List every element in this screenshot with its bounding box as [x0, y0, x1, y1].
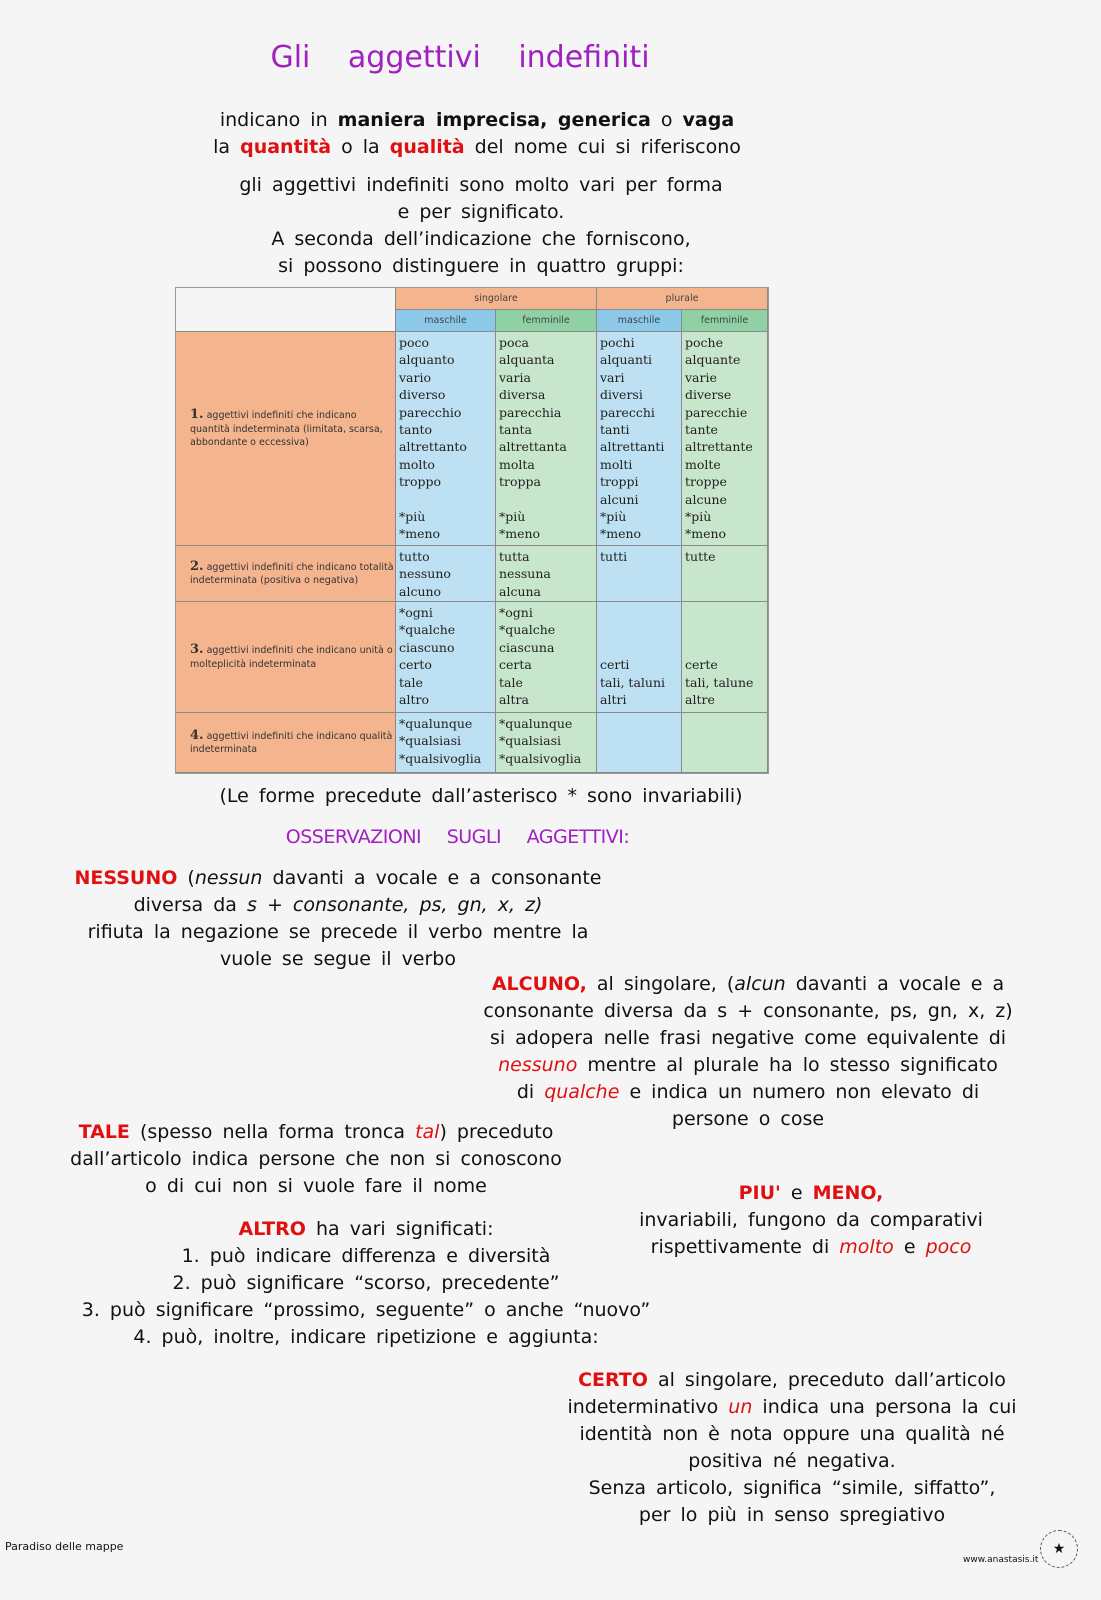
row-label-text	[190, 408, 395, 450]
group-number: 3.	[190, 642, 204, 657]
text-segment: per lo più in senso spregiativo	[638, 1504, 946, 1526]
text-segment: maniera imprecisa, generica	[337, 109, 651, 131]
text-segment: indeterminativo	[567, 1396, 729, 1418]
text-line	[16, 1173, 616, 1200]
forms-sm: tutto nessuno alcuno	[396, 546, 496, 602]
row-label-text	[190, 643, 395, 671]
text-segment: Senza articolo, significa “simile, siffatto”,	[588, 1477, 996, 1499]
highlighted-word: ALTRO	[238, 1218, 306, 1240]
text-segment: (spesso nella forma tronca	[129, 1121, 416, 1143]
page-title: Gli aggettivi indefiniti	[270, 40, 650, 75]
text-segment: si adopera nelle frasi negative come equivalente di	[489, 1027, 1007, 1049]
group-description: aggettivi indefiniti che indicano unità o molteplicità indeterminata	[190, 645, 393, 670]
highlighted-word: ALCUNO,	[491, 973, 587, 995]
highlighted-word: quantità	[240, 136, 332, 158]
row-label-4	[176, 713, 396, 773]
text-segment: (Le forme precedute dall’asterisco * sono invariabili)	[219, 785, 743, 807]
text-segment: davanti a vocale e a	[785, 973, 1005, 995]
text-segment: al singolare, (	[586, 973, 735, 995]
text-line	[492, 1448, 1092, 1475]
forms-sm: poco alquanto vario diverso parecchio tanto altrettanto molto troppo *più *meno	[396, 332, 496, 546]
text-line	[16, 1297, 716, 1324]
text-line	[131, 199, 831, 226]
text-segment: rispettivamente di	[650, 1236, 840, 1258]
text-segment: davanti a vocale e a consonante	[262, 867, 602, 889]
text-segment: 2. può significare “scorso, precedente”	[172, 1272, 560, 1294]
adjectives-table	[175, 287, 769, 774]
text-line	[18, 865, 658, 892]
text-line	[131, 783, 831, 810]
text-line	[18, 892, 658, 919]
certo-note	[492, 1367, 1092, 1529]
text-line	[127, 107, 827, 134]
text-segment: o di cui non si vuole fare il nome	[145, 1175, 487, 1197]
text-segment: persone o cose	[671, 1108, 825, 1130]
forms-sf: *ogni *qualche ciascuna certa tale altra	[496, 602, 597, 713]
text-segment: la	[213, 136, 241, 158]
header-sing-femminile: femminile	[496, 310, 597, 332]
text-line	[131, 226, 831, 253]
text-segment: mentre al plurale ha lo stesso significato	[577, 1054, 998, 1076]
text-segment: o	[650, 109, 683, 131]
forms-sf: *qualunque *qualsiasi *qualsivoglia	[496, 713, 597, 773]
text-segment: invariabili, fungono da comparativi	[639, 1209, 983, 1231]
forms-pf	[682, 713, 768, 773]
text-line	[492, 1502, 1092, 1529]
header-singolare: singolare	[396, 288, 597, 310]
text-segment: identità non è nota oppure una qualità né	[579, 1423, 1005, 1445]
row-label-text	[190, 729, 395, 757]
text-segment: e per significato.	[397, 201, 565, 223]
group-number: 4.	[190, 727, 204, 743]
text-line	[18, 946, 658, 973]
nessuno-note	[18, 865, 658, 973]
text-line	[16, 1119, 616, 1146]
text-segment: e	[893, 1236, 926, 1258]
intro-groups-text	[131, 172, 831, 280]
asterisk-note	[131, 783, 831, 810]
text-segment: 1. può indicare differenza e diversità	[181, 1245, 551, 1267]
text-segment: (	[177, 867, 195, 889]
text-segment: dall’articolo indica persone che non si conoscono	[70, 1148, 562, 1170]
text-line	[131, 172, 831, 199]
intro-text	[127, 107, 827, 161]
forms-pm: tutti	[597, 546, 682, 602]
text-segment: indicano in	[219, 109, 338, 131]
highlighted-word: poco	[925, 1236, 972, 1258]
text-segment: e indica un numero non elevato di	[619, 1081, 980, 1103]
highlighted-word: CERTO	[578, 1369, 648, 1391]
forms-sf: tutta nessuna alcuna	[496, 546, 597, 602]
text-line	[16, 1243, 716, 1270]
text-line	[16, 1324, 716, 1351]
header-sing-maschile: maschile	[396, 310, 496, 332]
text-segment: consonante diversa da s + consonante, ps, gn, x, z)	[483, 1000, 1013, 1022]
row-label-3	[176, 602, 396, 713]
highlighted-word: molto	[839, 1236, 894, 1258]
footer-brand: Paradiso delle mappe	[5, 1540, 124, 1553]
group-description: aggettivi indefiniti che indicano quantità indeterminata (limitata, scarsa, abbondante o eccessiva)	[190, 410, 383, 448]
forms-sm: *qualunque *qualsiasi *qualsivoglia	[396, 713, 496, 773]
group-description: aggettivi indefiniti che indicano qualità indeterminata	[190, 730, 393, 755]
header-pl-femminile: femminile	[682, 310, 768, 332]
text-segment: diversa da	[133, 894, 247, 916]
supermappe-logo: ★	[1040, 1530, 1078, 1568]
text-line	[438, 998, 1058, 1025]
alcuno-note	[438, 971, 1058, 1133]
text-segment: si possono distinguere in quattro gruppi:	[278, 255, 684, 277]
text-line	[492, 1475, 1092, 1502]
text-line	[16, 1216, 716, 1243]
group-number: 2.	[190, 558, 204, 574]
text-segment: positiva né negativa.	[688, 1450, 896, 1472]
text-line	[492, 1367, 1092, 1394]
forms-sf: poca alquanta varia diversa parecchia tanta altrettanta molta troppa *più *meno	[496, 332, 597, 546]
group-description: aggettivi indefiniti che indicano totalità indeterminata (positiva o negativa)	[190, 561, 394, 586]
forms-pf: poche alquante varie diverse parecchie tante altrettante molte troppe alcune *più *meno	[682, 332, 768, 546]
text-segment: 4. può, inoltre, indicare ripetizione e aggiunta:	[133, 1326, 599, 1348]
text-line	[127, 134, 827, 161]
row-label-1	[176, 332, 396, 546]
header-pl-maschile: maschile	[597, 310, 682, 332]
highlighted-word: MENO,	[812, 1182, 884, 1204]
text-segment: nessun	[194, 867, 263, 889]
forms-pf: certe tali, talune altre	[682, 602, 768, 713]
text-line	[438, 1079, 1058, 1106]
text-line	[438, 1025, 1058, 1052]
table-corner	[176, 288, 396, 332]
row-label-text	[190, 560, 395, 588]
text-line	[438, 1052, 1058, 1079]
text-line	[131, 253, 831, 280]
highlighted-word: NESSUNO	[74, 867, 178, 889]
forms-sm: *ogni *qualche ciascuno certo tale altro	[396, 602, 496, 713]
text-segment: vaga	[682, 109, 735, 131]
highlighted-word: qualche	[544, 1081, 620, 1103]
highlighted-word: PIU'	[738, 1182, 781, 1204]
highlighted-word: qualità	[389, 136, 465, 158]
text-segment: ) preceduto	[439, 1121, 554, 1143]
text-segment: gli aggettivi indefiniti sono molto vari per forma	[239, 174, 723, 196]
forms-pf: tutte	[682, 546, 768, 602]
row-label-2	[176, 546, 396, 602]
text-segment: di	[516, 1081, 545, 1103]
text-segment: e	[780, 1182, 813, 1204]
text-line	[16, 1146, 616, 1173]
text-segment: 3. può significare “prossimo, seguente” o anche “nuovo”	[81, 1299, 651, 1321]
header-plurale: plurale	[597, 288, 768, 310]
text-line	[492, 1394, 1092, 1421]
text-segment: rifiuta la negazione se precede il verbo mentre la	[87, 921, 589, 943]
text-line	[581, 1180, 1041, 1207]
text-line	[18, 919, 658, 946]
text-segment: A seconda dell’indicazione che forniscono,	[271, 228, 691, 250]
highlighted-word: un	[728, 1396, 753, 1418]
forms-pm: certi tali, taluni altri	[597, 602, 682, 713]
altro-note	[16, 1216, 716, 1351]
text-line	[438, 971, 1058, 998]
text-segment: s + consonante, ps, gn, x, z)	[247, 894, 543, 916]
observations-title: OSSERVAZIONI SUGLI AGGETTIVI:	[285, 826, 630, 848]
highlighted-word: tal	[415, 1121, 440, 1143]
forms-pm	[597, 713, 682, 773]
highlighted-word: TALE	[78, 1121, 130, 1143]
group-number: 1.	[190, 407, 204, 422]
text-line	[492, 1421, 1092, 1448]
text-segment: indica una persona la cui	[752, 1396, 1017, 1418]
text-segment: alcun	[734, 973, 786, 995]
forms-pm: pochi alquanti vari diversi parecchi tanti altrettanti molti troppi alcuni *più *meno	[597, 332, 682, 546]
footer-url[interactable]: www.anastasis.it	[963, 1555, 1039, 1565]
tale-note	[16, 1119, 616, 1200]
text-segment: ha vari significati:	[305, 1218, 494, 1240]
highlighted-word: nessuno	[498, 1054, 578, 1076]
text-segment: o la	[331, 136, 390, 158]
text-segment: al singolare, preceduto dall’articolo	[647, 1369, 1006, 1391]
text-line	[16, 1270, 716, 1297]
text-segment: vuole se segue il verbo	[220, 948, 456, 970]
text-segment: del nome cui si riferiscono	[464, 136, 741, 158]
